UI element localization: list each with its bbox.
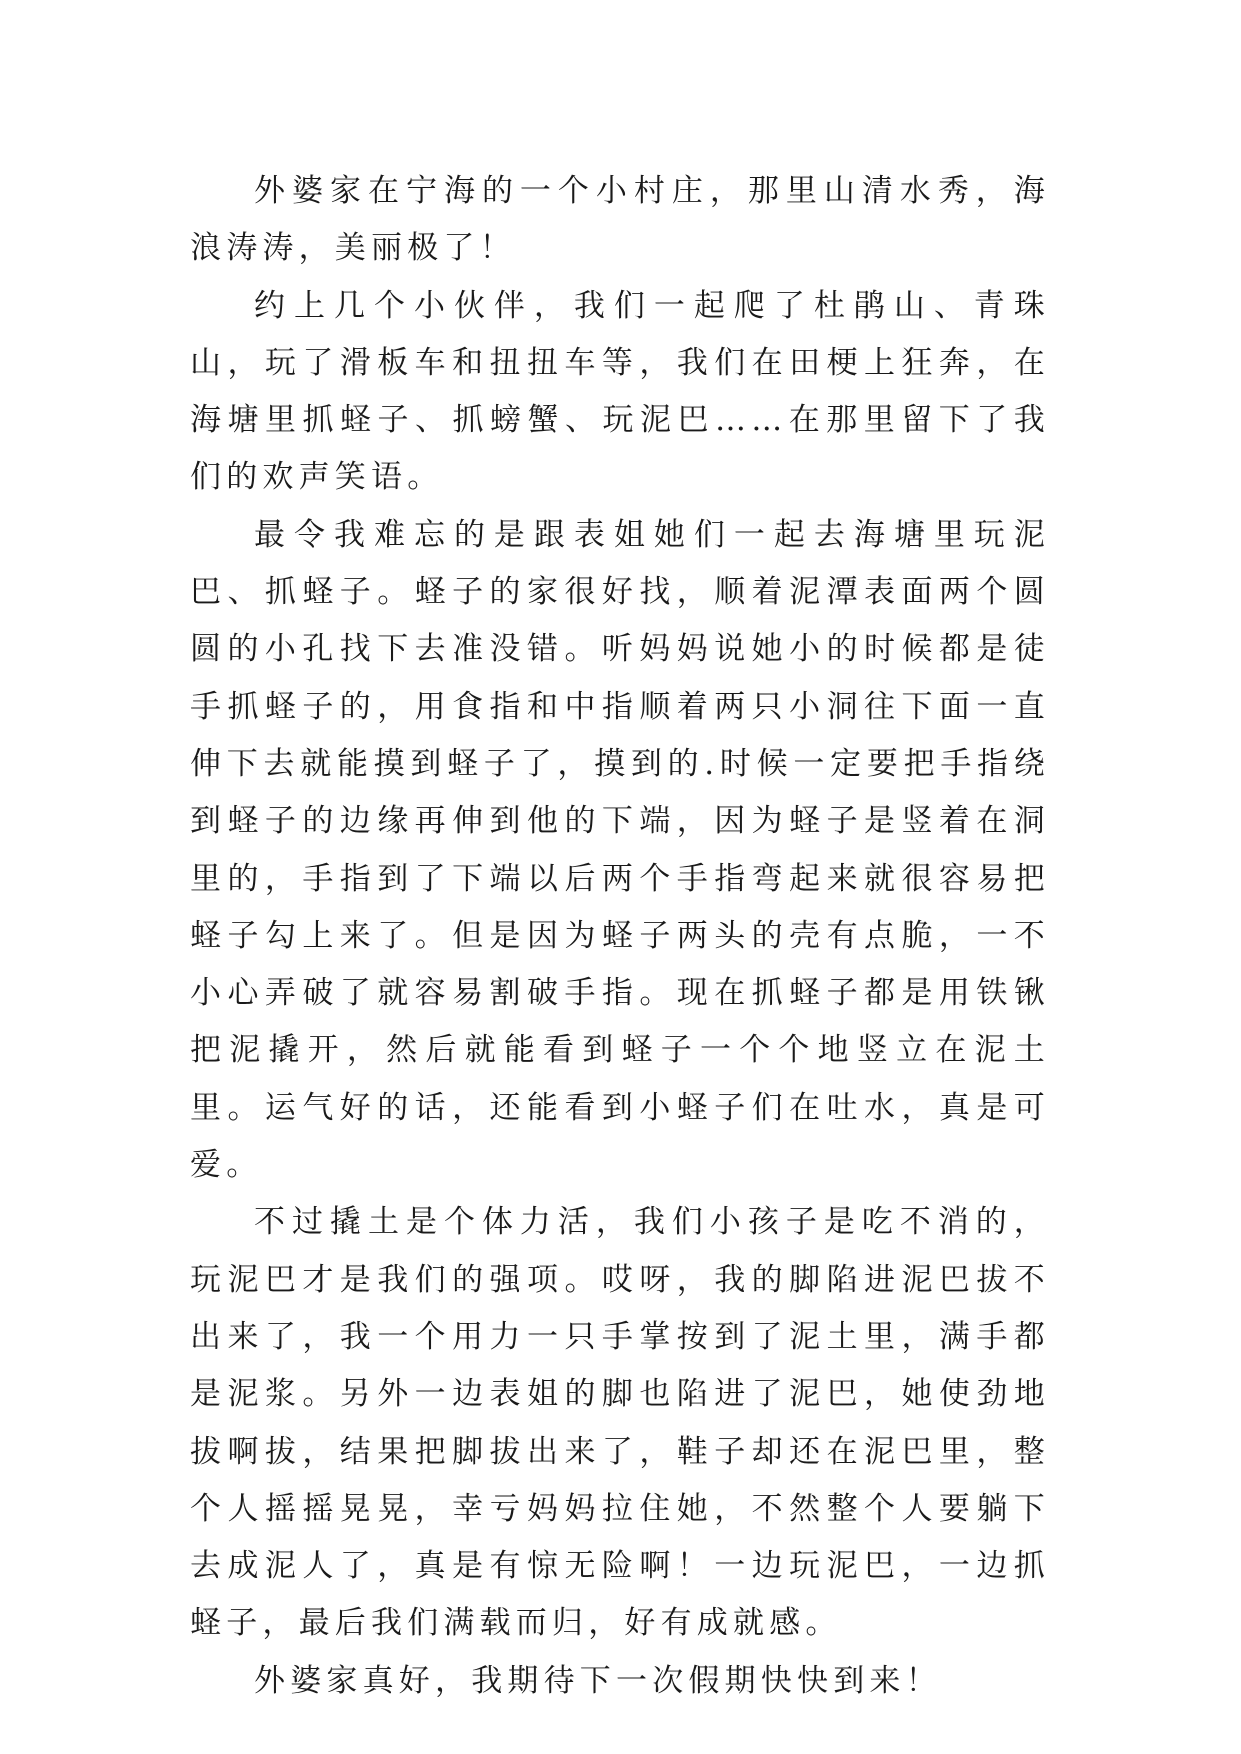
paragraph-5: 外婆家真好，我期待下一次假期快快到来！ xyxy=(254,1662,942,1699)
paragraph-1: 外婆家在宁海的一个小村庄，那里山清水秀，海浪涛涛，美丽极了！ xyxy=(190,173,1050,267)
paragraph-4: 不过撬土是个体力活，我们小孩子是吃不消的，玩泥巴才是我们的强项。哎呀，我的脚陷进泥巴拔不出来了，我一个用力一只手掌按到了泥土里，满手都是泥浆。另外一边表姐的脚也陷进了泥巴，她使劲地拔啊拔，结果把脚拔出来了，鞋子却还在泥巴里，整个人摇摇晃晃，幸亏妈妈拉住她，不然整个人要躺下去成泥人了，真是有惊无险啊！一边玩泥巴，一边抓蛏子，最后我们满载而归，好有成就感。 xyxy=(190,1204,1050,1642)
paragraph-3: 最令我难忘的是跟表姐她们一起去海塘里玩泥巴、抓蛏子。蛏子的家很好找，顺着泥潭表面两个圆圆的小孔找下去准没错。听妈妈说她小的时候都是徒手抓蛏子的，用食指和中指顺着两只小洞往下面一直伸下去就能摸到蛏子了，摸到的.时候一定要把手指绕到蛏子的边缘再伸到他的下端，因为蛏子是竖着在洞里的，手指到了下端以后两个手指弯起来就很容易把蛏子勾上来了。但是因为蛏子两头的壳有点脆，一不小心弄破了就容易割破手指。现在抓蛏子都是用铁锹把泥撬开，然后就能看到蛏子一个个地竖立在泥土里。运气好的话，还能看到小蛏子们在吐水，真是可爱。 xyxy=(190,516,1050,1184)
paragraph-2: 约上几个小伙伴，我们一起爬了杜鹃山、青珠山，玩了滑板车和扭扭车等，我们在田梗上狂奔，在海塘里抓蛏子、抓螃蟹、玩泥巴……在那里留下了我们的欢声笑语。 xyxy=(190,287,1050,496)
document-body xyxy=(190,163,1050,1710)
